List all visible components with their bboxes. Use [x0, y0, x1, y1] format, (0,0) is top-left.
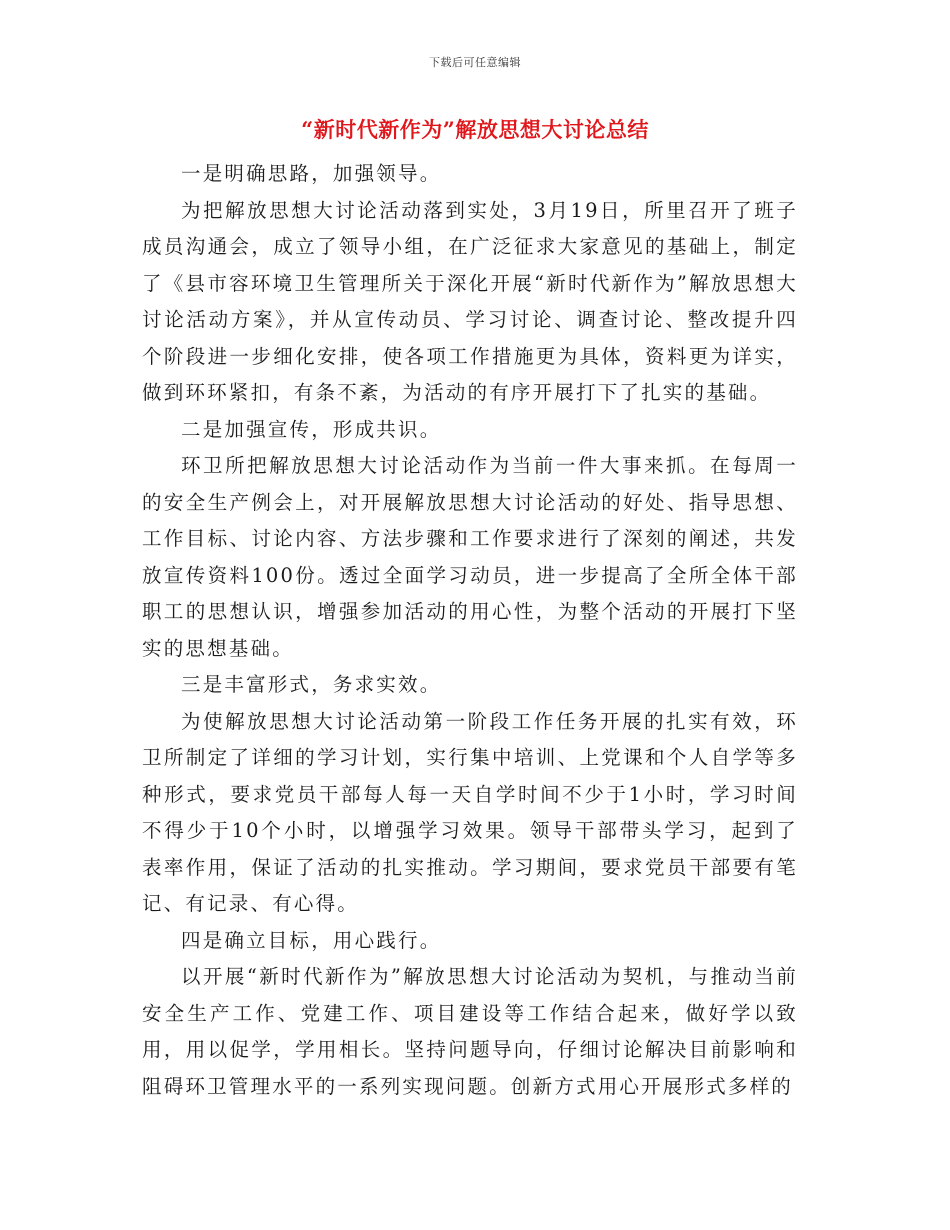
header-note: 下载后可任意编辑 — [429, 56, 521, 69]
section-heading-1: 一是明确思路，加强领导。 — [181, 162, 442, 185]
paragraph-3: 为使解放思想大讨论活动第一阶段工作任务开展的扎实有效，环卫所制定了详细的学习计划，实行集中培训、上党课和个人自学等多种形式，要求党员干部每人每一天自学时间不少于1小时，学习时间不得少于10个小时，以增强学习效果。领导干部带头学习，起到了表率作用，保证了活动的扎实推动。学习期间，要求党员干部要有笔记、有记录、有心得。 — [142, 709, 798, 915]
paragraph-4: 以开展“新时代新作为”解放思想大讨论活动为契机，与推动当前安全生产工作、党建工作、项目建设等工作结合起来，做好学以致用，用以促学，学用相长。坚持问题导向，仔细讨论解决目前影响和阻碍环卫管理水平的一系列实现问题。创新方式用心开展形式多样的 — [142, 965, 798, 1098]
document-title: “新时代新作为”解放思想大讨论总结 — [301, 117, 649, 142]
section-heading-2: 二是加强宣传，形成共识。 — [181, 417, 442, 441]
paragraph-2: 环卫所把解放思想大讨论活动作为当前一件大事来抓。在每周一的安全生产例会上，对开展解放思想大讨论活动的好处、指导思想、工作目标、讨论内容、方法步骤和工作要求进行了深刻的阐述，共发放宣传资料100份。透过全面学习动员，进一步提高了全所全体干部职工的思想认识，增强参加活动的用心性，为整个活动的开展打下坚实的思想基础。 — [142, 454, 798, 660]
section-heading-4: 四是确立目标，用心践行。 — [181, 928, 442, 952]
paragraph-1: 为把解放思想大讨论活动落到实处，3月19日，所里召开了班子成员沟通会，成立了领导小组，在广泛征求大家意见的基础上，制定了《县市容环境卫生管理所关于深化开展“新时代新作为”解放思想大讨论活动方案》，并从宣传动员、学习讨论、调查讨论、整改提升四个阶段进一步细化安排，使各项工作措施更为具体，资料更为详实，做到环环紧扣，有条不紊，为活动的有序开展打下了扎实的基础。 — [142, 198, 798, 404]
section-heading-3: 三是丰富形式，务求实效。 — [181, 673, 442, 696]
document-body — [142, 156, 798, 1105]
